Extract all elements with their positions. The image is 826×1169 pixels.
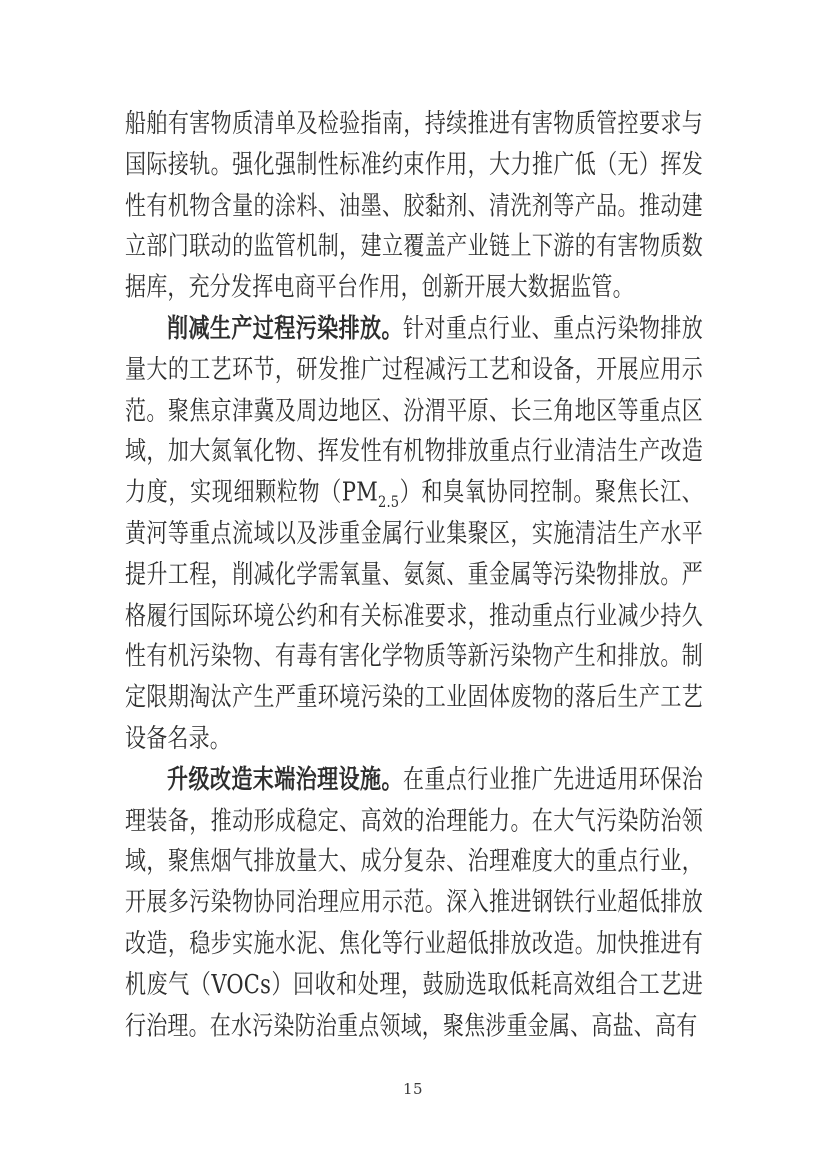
text-segment: 船舶有害物质清单及检验指南，持续推进有害物质管控要求与国际接轨。强化强制性标准约束作用，大力推广低（无）挥发性有机物含量的涂料、油墨、胶黏剂、清洗剂等产品。推动建立部门联动的监管机制，建立覆盖产业链上下游的有害物质数据库，充分发挥电商平台作用，创新开展大数据监管。 — [125, 108, 703, 302]
text-block — [125, 103, 703, 1046]
paragraph-lead: 削减生产过程污染排放。 — [167, 311, 403, 343]
paragraph-upgrade-end-treatment — [125, 759, 703, 1046]
subscript-text: 2.5 — [377, 493, 400, 513]
paragraph-reduce-production-pollution — [125, 308, 703, 759]
text-segment: ）和臭氧协同控制。聚焦长江、黄河等重点流域以及涉重金属行业集聚区，实施清洁生产水平提升工程，削减化学需氧量、氨氮、重金属等污染物排放。严格履行国际环境公约和有关标准要求，推动重点行业减少持久性有机污染物、有毒有害化学物质等新污染物产生和排放。制定限期淘汰产生严重环境污染的工业固体废物的落后生产工艺设备名录。 — [125, 476, 703, 753]
paragraph-lead: 升级改造末端治理设施。 — [167, 762, 403, 794]
paragraph-hazardous-substance-control — [125, 103, 703, 308]
text-segment: 在重点行业推广先进适用环保治理装备，推动形成稳定、高效的治理能力。在大气污染防治领域，聚焦烟气排放量大、成分复杂、治理难度大的重点行业，开展多污染物协同治理应用示范。深入推进钢铁行业超低排放改造，稳步实施水泥、焦化等行业超低排放改造。加快推进有机废气（VOCs）回收和处理，鼓励选取低耗高效组合工艺进行治理。在水污染防治重点领域，聚焦涉重金属、高盐、高有 — [125, 763, 703, 1040]
page-number: 15 — [402, 1080, 424, 1098]
text-segment: 针对重点行业、重点污染物排放量大的工艺环节，研发推广过程减污工艺和设备，开展应用示范。聚焦京津冀及周边地区、汾渭平原、长三角地区等重点区域，加大氮氧化物、挥发性有机物排放重点行业清洁生产改造力度，实现细颗粒物（PM — [125, 312, 703, 507]
